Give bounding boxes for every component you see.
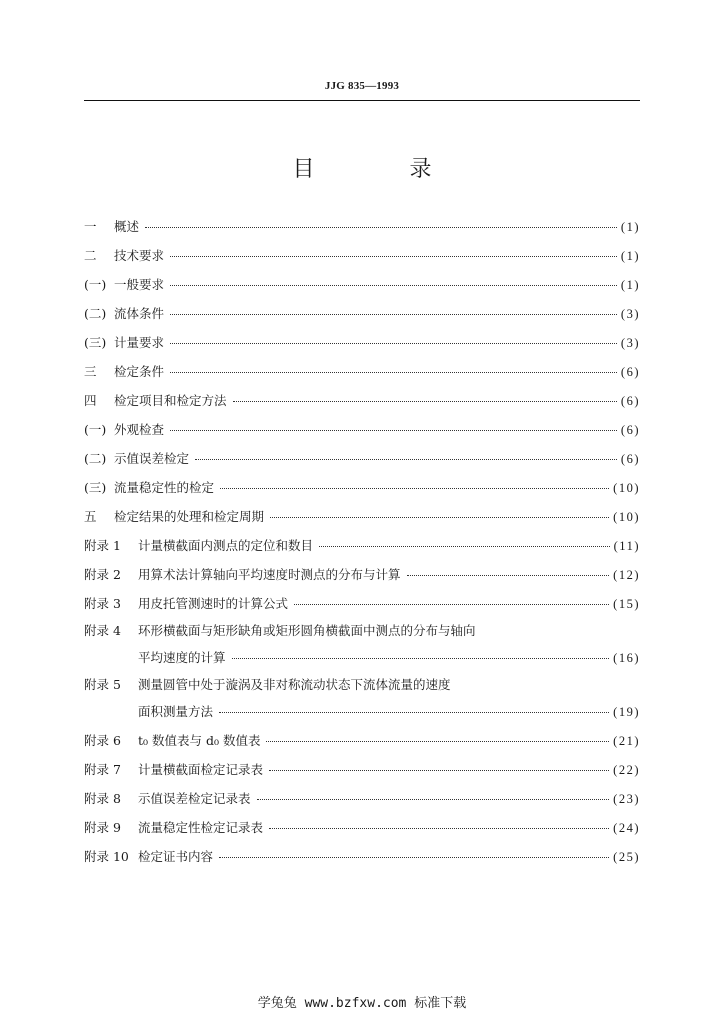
toc-entry-label: 附录 5 [84,677,121,692]
toc-entry-title: 计量横截面检定记录表 [138,762,264,777]
toc-entry[interactable] [84,502,640,531]
toc-entry[interactable] [84,473,640,502]
toc-entry-page: (6) [620,452,640,466]
dot-leader [219,857,609,858]
toc-entry-title: 外观检查 [114,422,165,437]
toc-entry-page: (1) [620,249,640,263]
toc-entry-label: 附录 7 [84,762,121,777]
toc-entry-label: (一) [84,277,107,292]
toc-entry-title: 计量横截面内测点的定位和数目 [138,538,314,553]
dot-leader [219,712,609,713]
toc-entry-page: (24) [613,821,640,835]
dot-leader [220,488,609,489]
toc-entry[interactable] [84,560,640,589]
toc-entry-page: (10) [613,510,640,524]
toc-entry-title: 检定项目和检定方法 [114,393,227,408]
toc-entry[interactable] [84,784,640,813]
toc-entry-label: 四 [84,393,97,408]
toc-entry[interactable] [84,726,640,755]
toc-entry-label: 附录 6 [84,733,121,748]
toc-entry-title: 用皮托管测速时的计算公式 [138,596,289,611]
dot-leader [257,799,610,800]
dot-leader [195,459,617,460]
toc-entry-title: 流量稳定性的检定 [114,480,215,495]
toc-entry-page: (6) [620,394,640,408]
toc-entry-title: 示值误差检定记录表 [138,791,251,806]
toc-entry-label: 附录 2 [84,567,121,582]
toc-entry-label: 三 [84,364,97,379]
toc-entry[interactable] [84,589,640,618]
toc-entry-label: 一 [84,219,97,234]
toc-entry-label: 附录 9 [84,820,121,835]
toc-entry-label: 附录 8 [84,791,121,806]
toc-entry[interactable] [84,444,640,473]
toc-title: 目 录 [292,157,476,182]
toc-entry-label: 附录 10 [84,849,129,864]
toc-entry-page: (23) [613,792,640,806]
toc-entry-label: (一) [84,422,107,437]
toc-entry-title: 环形横截面与矩形缺角或矩形圆角横截面中测点的分布与轴向 [138,623,476,638]
toc-entry-label: (三) [84,480,107,495]
toc-entry-label: (三) [84,335,107,350]
dot-leader [269,828,609,829]
dot-leader [407,575,610,576]
header-rule [84,100,640,101]
footer-watermark[interactable]: 学兔兔 www.bzfxw.com 标准下载 [257,996,467,1011]
toc-entry-title: 技术要求 [114,248,165,263]
toc-entry[interactable] [84,415,640,444]
dot-leader [233,401,617,402]
dot-leader [170,372,617,373]
toc-entry-title: 一般要求 [114,277,165,292]
toc-entry[interactable] [84,755,640,784]
toc-entry-title: 概述 [114,219,140,234]
toc-entry-label: 二 [84,248,97,263]
dot-leader [319,546,610,547]
toc-entry[interactable] [84,212,640,241]
toc-entry-page: (1) [620,220,640,234]
toc-entry[interactable] [84,842,640,871]
toc-entry-page: (11) [613,539,640,553]
toc-entry-title: 测量圆管中处于漩涡及非对称流动状态下流体流量的速度 [138,677,451,692]
dot-leader [170,343,617,344]
toc-entry-page: (6) [620,365,640,379]
toc-entry-page: (3) [620,307,640,321]
toc-entry-label: 五 [84,509,97,524]
toc-entry-label: 附录 3 [84,596,121,611]
toc-entry-title: 检定条件 [114,364,165,379]
toc-entry[interactable] [84,813,640,842]
dot-leader [170,256,617,257]
toc-entry-title: 检定结果的处理和检定周期 [114,509,265,524]
header-standard-code: JJG 835—1993 [324,80,400,92]
toc-entry[interactable] [84,270,640,299]
toc-entry-label: (二) [84,451,107,466]
toc-entry[interactable] [84,618,640,672]
toc-entry-page: (19) [613,705,640,719]
toc-entry-label: 附录 4 [84,623,121,638]
toc-entry-title: 示值误差检定 [114,451,190,466]
dot-leader [170,285,617,286]
toc-entry-title: 计量要求 [114,335,165,350]
toc-entry-title: 流量稳定性检定记录表 [138,820,264,835]
toc-entry[interactable] [84,241,640,270]
toc-entry-title: 用算术法计算轴向平均速度时测点的分布与计算 [138,567,401,582]
dot-leader [170,430,617,431]
toc-entry-page: (16) [613,651,640,665]
dot-leader [269,770,609,771]
toc-entry-page: (22) [613,763,640,777]
toc-entry[interactable] [84,531,640,560]
toc-entry-page: (10) [613,481,640,495]
toc-entry-page: (21) [613,734,640,748]
toc-entry-label: (二) [84,306,107,321]
toc-entry-page: (3) [620,336,640,350]
toc-entry-title: 检定证书内容 [138,849,214,864]
dot-leader [145,227,617,228]
toc-entry-label: 附录 1 [84,538,121,553]
dot-leader [294,604,609,605]
toc-entry[interactable] [84,299,640,328]
toc-entry[interactable] [84,357,640,386]
toc-entry-page: (15) [613,597,640,611]
toc-entry[interactable] [84,328,640,357]
toc-entry-title-continuation: 平均速度的计算 [138,650,226,665]
dot-leader [270,517,609,518]
toc-list [84,212,640,871]
toc-entry-page: (12) [613,568,640,582]
toc-entry-title: 流体条件 [114,306,165,321]
dot-leader [232,658,610,659]
dot-leader [170,314,617,315]
dot-leader [266,741,609,742]
toc-entry-page: (25) [613,850,640,864]
toc-entry-title: t₀ 数值表与 d₀ 数值表 [138,733,261,748]
toc-entry-page: (1) [620,278,640,292]
toc-entry-title-continuation: 面积测量方法 [138,704,214,719]
toc-entry-page: (6) [620,423,640,437]
toc-entry[interactable] [84,672,640,726]
toc-entry[interactable] [84,386,640,415]
